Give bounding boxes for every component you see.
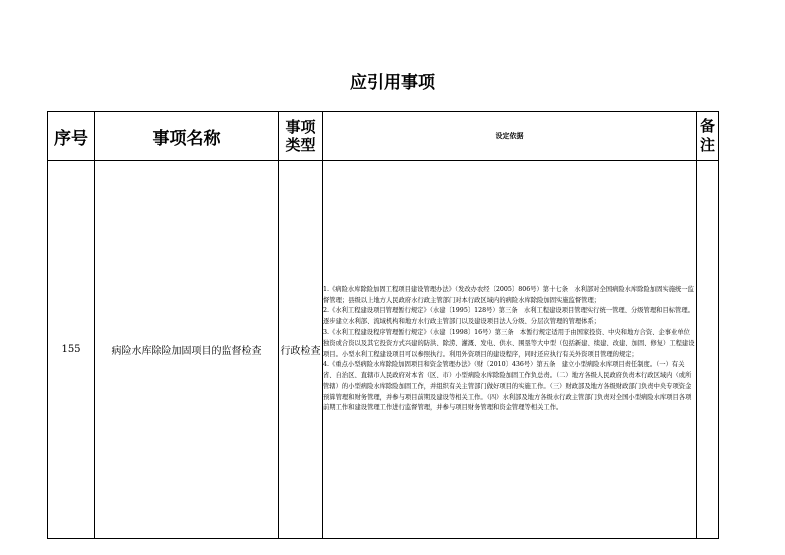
header-note-line2: 注 xyxy=(699,136,715,154)
row-note xyxy=(697,161,719,539)
header-type xyxy=(279,112,323,161)
row-seq: 155 xyxy=(48,161,95,539)
basis-item-1: 1.《病险水库除险加固工程项目建设管理办法》（发改办农经〔2005〕806号）第十七条 水利部对全国病险水库除险加固实施统一监督管理；县级以上地方人民政府水行政主管部门对本行政区域内的病险水库除险加固实施监督管理； xyxy=(323,285,694,304)
header-type-line1: 事项 xyxy=(285,118,316,136)
header-note xyxy=(697,112,719,161)
header-basis: 设定依据 xyxy=(323,112,697,161)
header-name: 事项名称 xyxy=(95,112,279,161)
matters-table xyxy=(47,111,719,539)
basis-item-2: 2.《水利工程建设项目管理暂行规定》（水建〔1995〕128号）第三条 水利工程建设项目管理实行统一管理、分级管理和目标管理。逐步建立水利部、流域机构和地方水行政主管部门以及建设项目法人分级、分层次管理的管理体系； xyxy=(323,307,694,326)
row-basis xyxy=(323,161,697,539)
header-seq: 序号 xyxy=(48,112,95,161)
header-note-line1: 备 xyxy=(699,117,715,135)
row-name: 病险水库除险加固项目的监督检查 xyxy=(95,161,279,539)
table-header-row xyxy=(48,112,719,161)
basis-item-3: 3.《水利工程建设程序管理暂行规定》（水建〔1998〕16号）第三条 本暂行规定适用于由国家投资、中央和地方合资、企事业单位独资或合资以及其它投资方式兴建的防洪、除涝、灌溉、发电、供水、围垦等大中型（包括新建、续建、改建、加固、修复）工程建设项目。小型水利工程建设项目可以参照执行。利用外资项目的建设程序，同时还应执行有关外资项目管理的规定； xyxy=(323,328,695,358)
table-row xyxy=(48,161,719,539)
page-title: 应引用事项 xyxy=(350,73,435,93)
basis-item-4: 4.《重点小型病险水库除险加固项目和资金管理办法》（财〔2010〕436号）第五条 建立小型病险水库项目责任制度。（一）有关省、自治区、直辖市人民政府对本省（区、市）小型病险水库除险加固工作负总责。（二）地方各级人民政府负责本行政区域内（或所管辖）的小型病险水库除险加固工作，并组织有关主管部门做好项目的实施工作。（三）财政部及地方各级财政部门负责中央专项资金预算管理和财务管理，并参与项目前期及建设等相关工作。（四）水利部及地方各级水行政主管部门负责对全国小型病险水库项目各项前期工作和建设管理工作进行监督管理，并参与项目财务管理和资金管理等相关工作。 xyxy=(323,361,692,412)
row-type: 行政检查 xyxy=(279,161,323,539)
header-type-line2: 类型 xyxy=(285,136,316,154)
